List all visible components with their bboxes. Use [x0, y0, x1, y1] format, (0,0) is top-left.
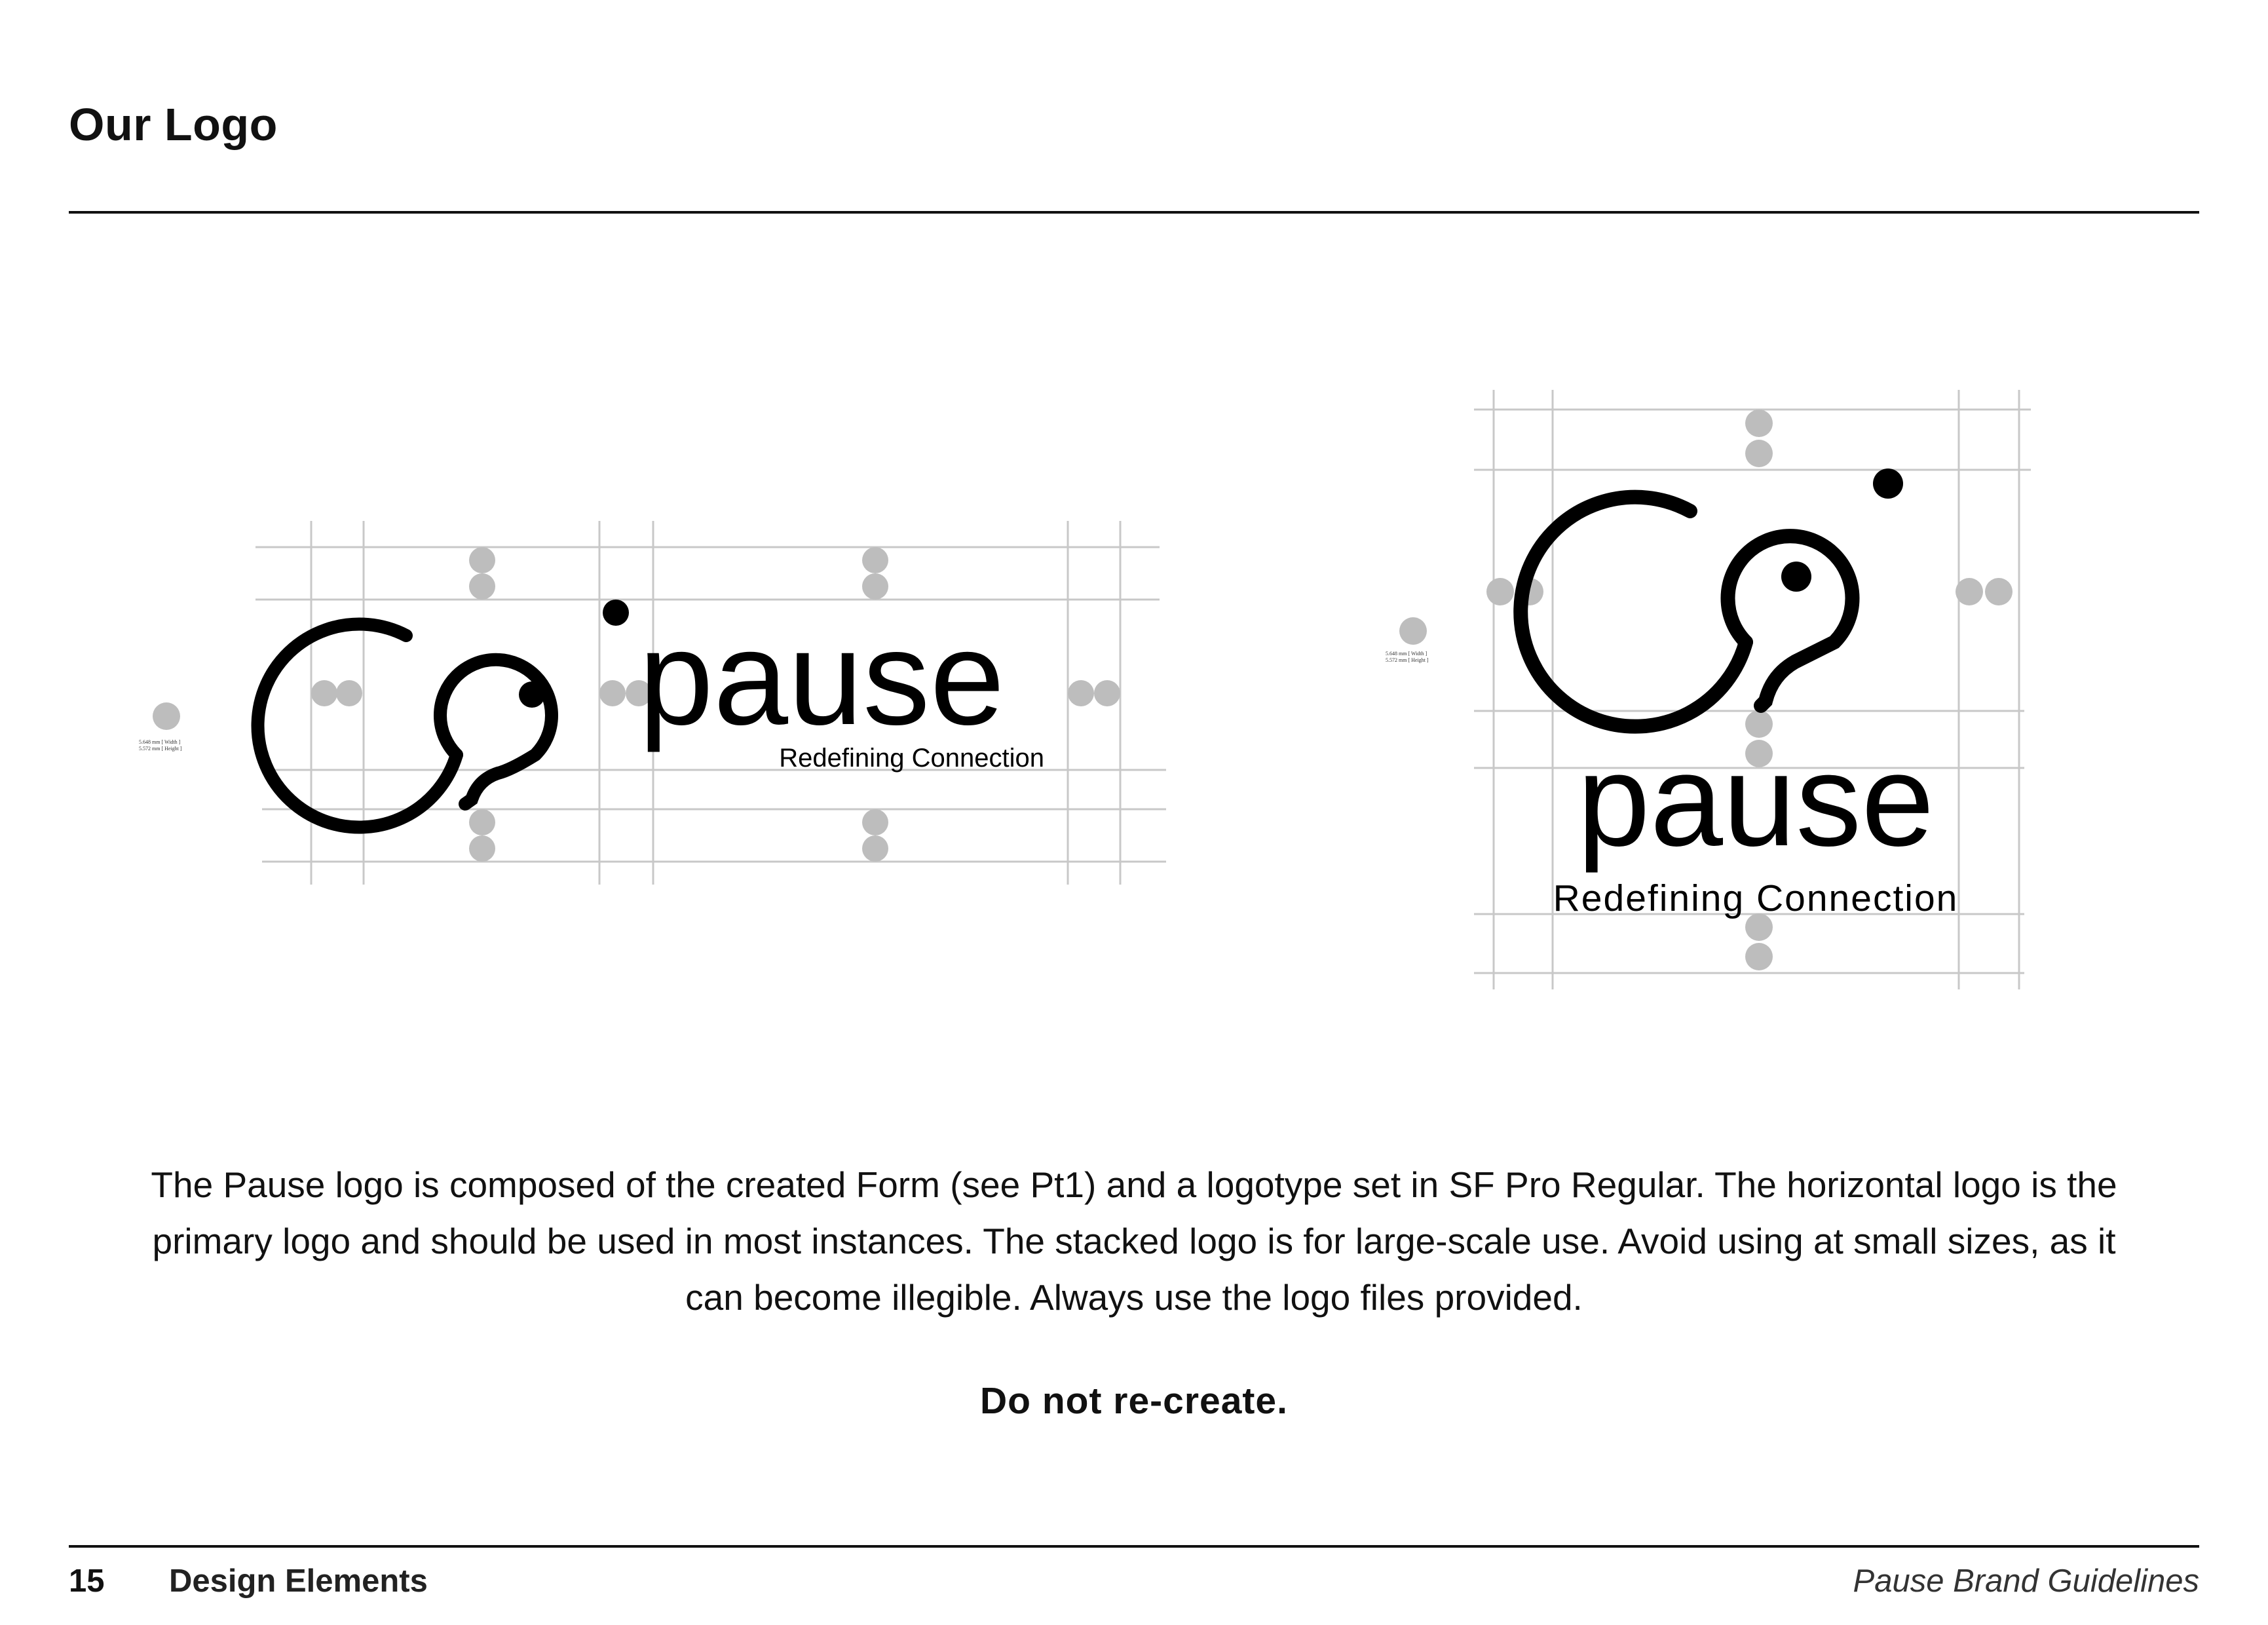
dimension-note-width: 5.648 mm [ Width ] [139, 739, 181, 745]
stacked-form-mark-outer-dot [1873, 468, 1903, 499]
stacked-form-mark-inner-dot [1781, 562, 1811, 592]
footer-divider [69, 1545, 2199, 1548]
stacked-logo-figure [1376, 387, 2044, 996]
stacked-pause-form-mark [1521, 468, 1903, 727]
logo-description: The Pause logo is composed of the created Form (see Pt1) and a logotype set in SF Pro Regular. The horizontal logo is the primary logo and should be used in most instances. The stacked logo is for large-scale use. Avoid using at small sizes, as it can become illegible. Always use the logo files provided. [151, 1164, 2117, 1318]
footer-section-name: Design Elements [169, 1563, 428, 1599]
do-not-recreate-note: Do not re-create. [980, 1380, 1288, 1422]
stacked-dimension-note-height: 5.572 mm [ Height ] [1386, 657, 1429, 663]
header-divider [69, 211, 2199, 214]
pause-form-mark [258, 600, 629, 828]
horizontal-tagline: Redefining Connection [779, 744, 1044, 773]
footer-document-title: Pause Brand Guidelines [1853, 1563, 2199, 1599]
form-mark-inner-dot [519, 681, 545, 708]
stacked-dimension-note-width: 5.648 mm [ Width ] [1386, 651, 1427, 657]
stacked-tagline: Redefining Connection [1553, 877, 1959, 919]
dimension-note-height: 5.572 mm [ Height ] [139, 746, 182, 752]
horizontal-logo-figure [131, 511, 1192, 891]
form-mark-outer-dot [603, 600, 629, 626]
page-number: 15 [69, 1563, 105, 1599]
page-title: Our Logo [69, 99, 278, 150]
stacked-wordmark: pause [1577, 727, 1935, 873]
horizontal-wordmark: pause [639, 603, 1005, 753]
